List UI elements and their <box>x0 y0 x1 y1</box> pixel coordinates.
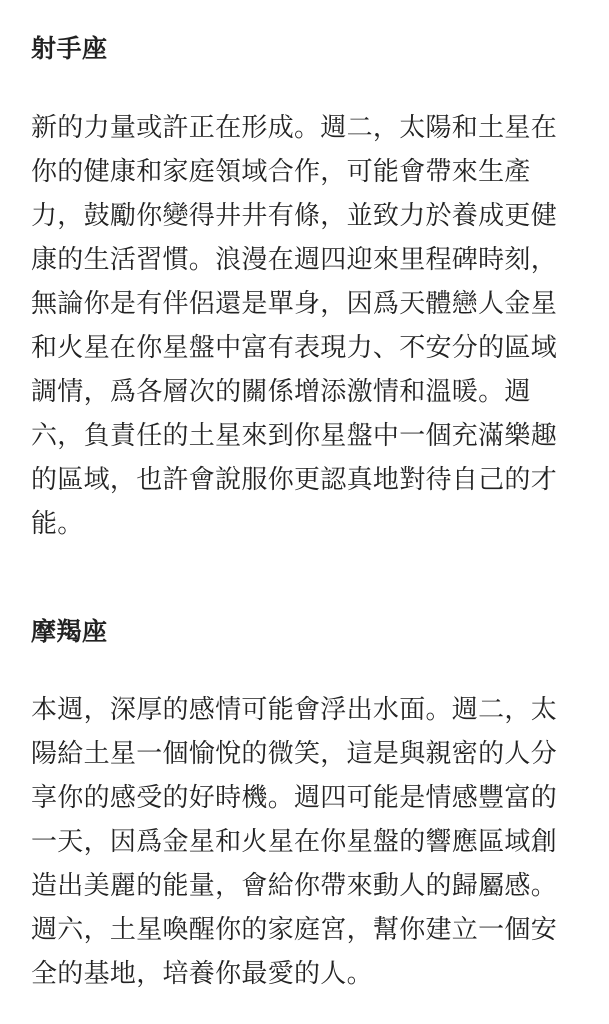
section-heading-sagittarius: 射手座 <box>31 34 108 63</box>
paragraph-line: 康的生活習慣。浪漫在週四迎來里程碑時刻， <box>31 245 558 275</box>
paragraph-line: 力，鼓勵你變得井井有條，並致力於養成更健 <box>31 201 558 231</box>
paragraph-line: 週六，土星喚醒你的家庭宮，幫你建立一個安 <box>31 915 558 945</box>
paragraph-line: 陽給土星一個愉悅的微笑，這是與親密的人分 <box>31 739 558 769</box>
paragraph-line: 全的基地，培養你最愛的人。 <box>31 959 373 989</box>
section-body-capricorn <box>31 688 557 996</box>
paragraph-line: 本週，深厚的感情可能會浮出水面。週二，太 <box>31 695 558 725</box>
paragraph-line: 的區域，也許會說服你更認真地對待自己的才 <box>31 465 558 495</box>
paragraph-line: 造出美麗的能量，會給你帶來動人的歸屬感。 <box>31 871 558 901</box>
paragraph-line: 無論你是有伴侶還是單身，因爲天體戀人金星 <box>31 289 558 319</box>
section-heading-capricorn: 摩羯座 <box>31 617 108 646</box>
paragraph-line: 新的力量或許正在形成。週二，太陽和土星在 <box>31 113 558 143</box>
paragraph-line: 一天，因爲金星和火星在你星盤的響應區域創 <box>31 827 558 857</box>
paragraph-line: 和火星在你星盤中富有表現力、不安分的區域 <box>31 333 558 363</box>
paragraph-line: 調情，爲各層次的關係增添激情和溫暖。週 <box>31 377 531 407</box>
paragraph-line: 享你的感受的好時機。週四可能是情感豐富的 <box>31 783 558 813</box>
paragraph-line: 六，負責任的土星來到你星盤中一個充滿樂趣 <box>31 421 558 451</box>
section-body-sagittarius <box>31 106 557 546</box>
paragraph-line: 能。 <box>31 509 84 539</box>
paragraph-line: 你的健康和家庭領域合作，可能會帶來生產 <box>31 157 531 187</box>
